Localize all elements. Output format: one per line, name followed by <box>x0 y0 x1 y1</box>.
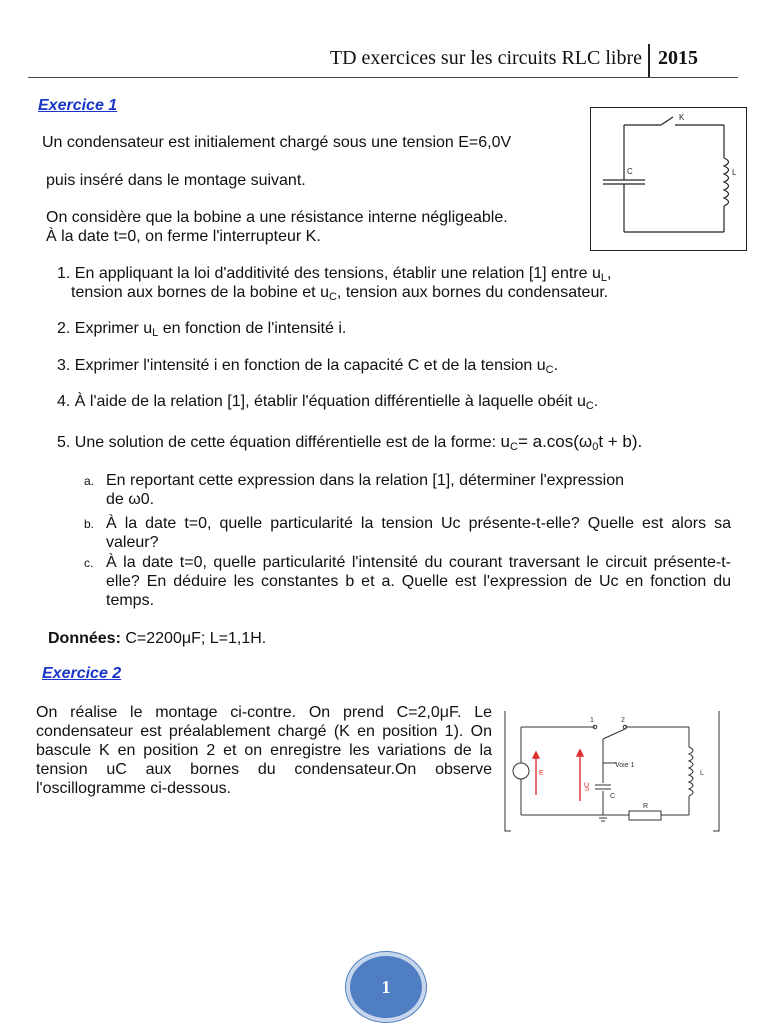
label-voie: Voie 1 <box>615 762 635 769</box>
label-c: C <box>610 793 616 800</box>
label-l: L <box>700 770 704 777</box>
ex2-statement: On réalise le montage ci-contre. On prend C=2,0μF. Le condensateur est préalablement chargé (K en position 1). On bascule K en position 2 et on enregistre les variations de la tension uC aux bornes du condensateur.On observe l'oscillogramme ci-dessous. <box>36 704 492 797</box>
ex1-intro-4: À la date t=0, on ferme l'interrupteur K. <box>46 228 321 245</box>
question-1: 1. En appliquant la loi d'additivité des tensions, établir une relation [1] entre $u_L$, <box>57 265 612 284</box>
rlc-switch-figure <box>503 711 723 833</box>
subquestion-a: En reportant cette expression dans la relation [1], déterminer l'expression de ω0. <box>106 472 624 508</box>
lc-circuit-diagram <box>591 108 746 250</box>
ex1-intro-2: puis inséré dans le montage suivant. <box>46 172 306 189</box>
subquestion-b-letter: b. <box>84 517 95 531</box>
solution-formula: $u_C= a.\cos(\omega_0t + b)$. <box>500 432 643 453</box>
exercise-1-title: Exercice 1 <box>38 97 118 114</box>
label-r: R <box>643 803 649 810</box>
ex1-intro-3: On considère que la bobine a une résistance interne négligeable. <box>46 209 508 226</box>
header-year: 2015 <box>658 47 698 69</box>
switch-position-2: 2 <box>621 717 625 724</box>
subquestion-a-letter: a. <box>84 474 95 488</box>
label-k: K <box>679 113 685 122</box>
question-2: 2. Exprimer $u_L$ en fonction de l'intensité i. <box>57 320 347 339</box>
ex1-data: Données: C=2200μF; L=1,1H. <box>48 630 267 647</box>
label-l: L <box>732 168 737 177</box>
header-title: TD exercices sur les circuits RLC libre <box>329 47 642 69</box>
rlc-switch-diagram <box>503 711 723 833</box>
subquestion-b: À la date t=0, quelle particularité la tension Uc présente-t-elle? Quelle est alors sa valeur? <box>106 515 731 551</box>
question-1-continued: tension aux bornes de la bobine et $u_C$, tension aux bornes du condensateur. <box>71 284 609 303</box>
question-5: 5. Une solution de cette équation différentielle est de la forme: $u_C= a.\cos(\omega_0t + b)$. <box>57 432 643 453</box>
exercise-2-title: Exercice 2 <box>42 665 122 682</box>
lc-circuit-figure <box>590 107 747 251</box>
header-divider <box>648 44 650 78</box>
subquestion-c: À la date t=0, quelle particularité l'intensité du courant traversant le circuit présente-t-elle? En déduire les constantes b et a. Quelle est l'expression de Uc en fonction du temps. <box>106 554 731 609</box>
label-e: E <box>539 770 544 777</box>
question-3: 3. Exprimer l'intensité i en fonction de la capacité C et de la tension $u_C$. <box>57 357 559 376</box>
question-4: 4. À l'aide de la relation [1], établir l'équation différentielle à laquelle obéit $u_C$. <box>57 393 599 412</box>
subquestion-c-letter: c. <box>84 556 94 570</box>
page-number-badge: 1 <box>346 952 426 1022</box>
label-uc: uC <box>584 782 591 791</box>
switch-position-1: 1 <box>590 717 594 724</box>
ex1-intro-1: Un condensateur est initialement chargé sous une tension E=6,0V <box>42 134 512 151</box>
label-c: C <box>627 167 633 176</box>
header-rule <box>28 77 738 78</box>
